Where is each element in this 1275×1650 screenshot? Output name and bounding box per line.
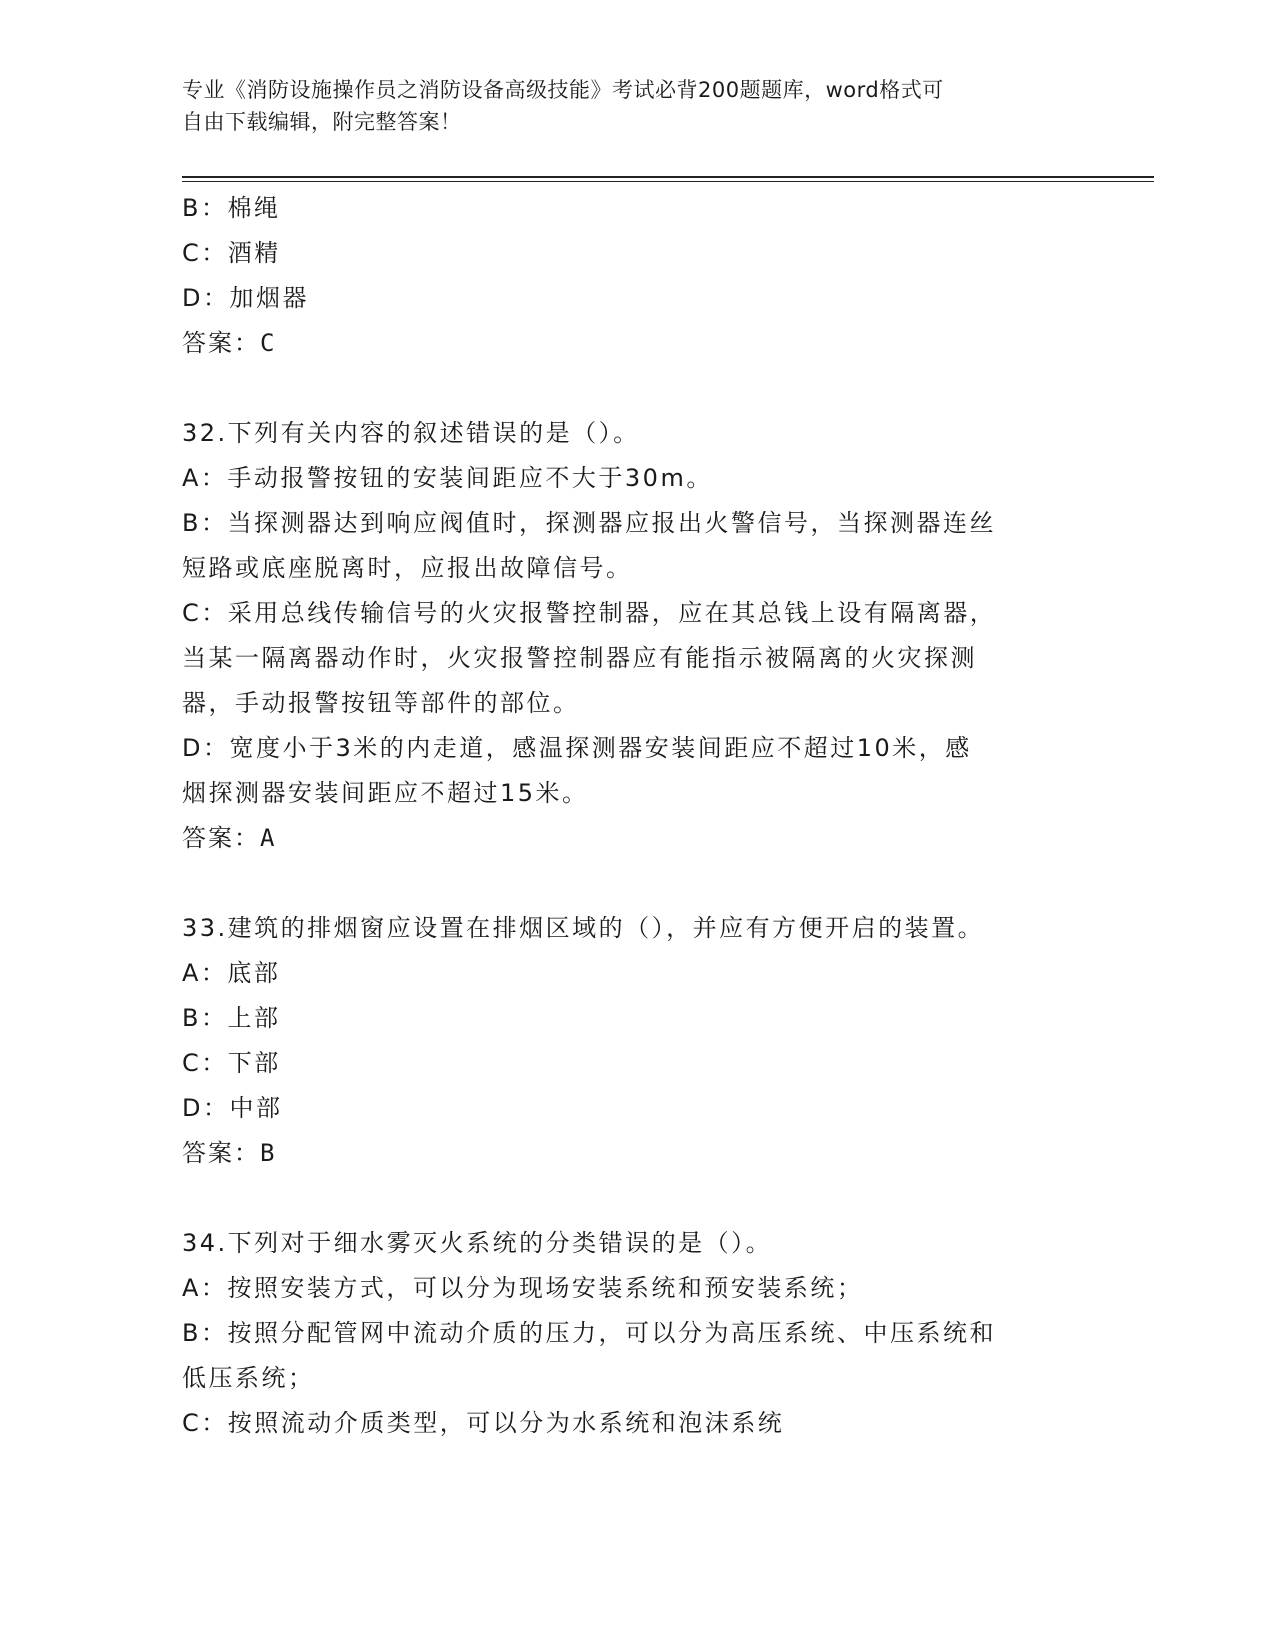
q33-option-d: D：中部 [182,1094,283,1122]
q32-option-b-line-1: B：当探测器达到响应阀值时，探测器应报出火警信号，当探测器连丝 [182,509,996,537]
q33-question: 33.建筑的排烟窗应设置在排烟区域的（），并应有方便开启的装置。 [182,914,985,942]
q31-option-d: D：加烟器 [182,284,309,312]
q31-option-c: C：酒精 [182,239,281,267]
header-line-2: 自由下载编辑，附完整答案！ [182,110,462,134]
header-rule-thin [182,181,1154,182]
q33-option-b: B：上部 [182,1004,281,1032]
q32-option-c-line-3: 器，手动报警按钮等部件的部位。 [182,689,580,717]
q32-option-d-line-2: 烟探测器安装间距应不超过15米。 [182,779,589,807]
q33-answer [182,1131,1072,1176]
header-rule-thick [182,176,1154,178]
q32-option-d-line-1: D：宽度小于3米的内走道，感温探测器安装间距应不超过10米，感 [182,734,972,762]
header-line-1: 专业《消防设施操作员之消防设备高级技能》考试必背200题题库，word格式可 [182,78,944,102]
q32-answer [182,816,1072,861]
q32-question: 32.下列有关内容的叙述错误的是（）。 [182,419,640,447]
answer-label: 答案： [182,824,260,852]
answer-value: C [260,329,276,357]
document-header [182,74,1062,138]
q34-option-b-line-2: 低压系统； [182,1364,315,1392]
spacer [182,1176,1072,1221]
spacer [182,366,1072,411]
answer-label: 答案： [182,329,260,357]
q31-answer [182,321,1072,366]
q33-option-c: C：下部 [182,1049,281,1077]
question-33-block [182,906,1072,1176]
q33-option-a: A：底部 [182,959,281,987]
q34-option-c: C：按照流动介质类型，可以分为水系统和泡沫系统 [182,1409,785,1437]
answer-value: A [260,824,276,852]
q34-option-b-line-1: B：按照分配管网中流动介质的压力，可以分为高压系统、中压系统和 [182,1319,996,1347]
question-32-block [182,411,1072,861]
q34-option-a: A：按照安装方式，可以分为现场安装系统和预安装系统； [182,1274,864,1302]
q32-option-a: A：手动报警按钮的安装间距应不大于30m。 [182,464,713,492]
document-body [182,186,1072,1446]
q32-option-c-line-1: C：采用总线传输信号的火灾报警控制器，应在其总钱上设有隔离器， [182,599,997,627]
q34-question: 34.下列对于细水雾灭火系统的分类错误的是（）。 [182,1229,773,1257]
spacer [182,861,1072,906]
answer-value: B [260,1139,276,1167]
q31-option-b: B：棉绳 [182,194,281,222]
question-34-block [182,1221,1072,1446]
answer-label: 答案： [182,1139,260,1167]
q32-option-b-line-2: 短路或底座脱离时，应报出故障信号。 [182,554,633,582]
q32-option-c-line-2: 当某一隔离器动作时，火灾报警控制器应有能指示被隔离的火灾探测 [182,644,977,672]
question-31-block [182,186,1072,366]
